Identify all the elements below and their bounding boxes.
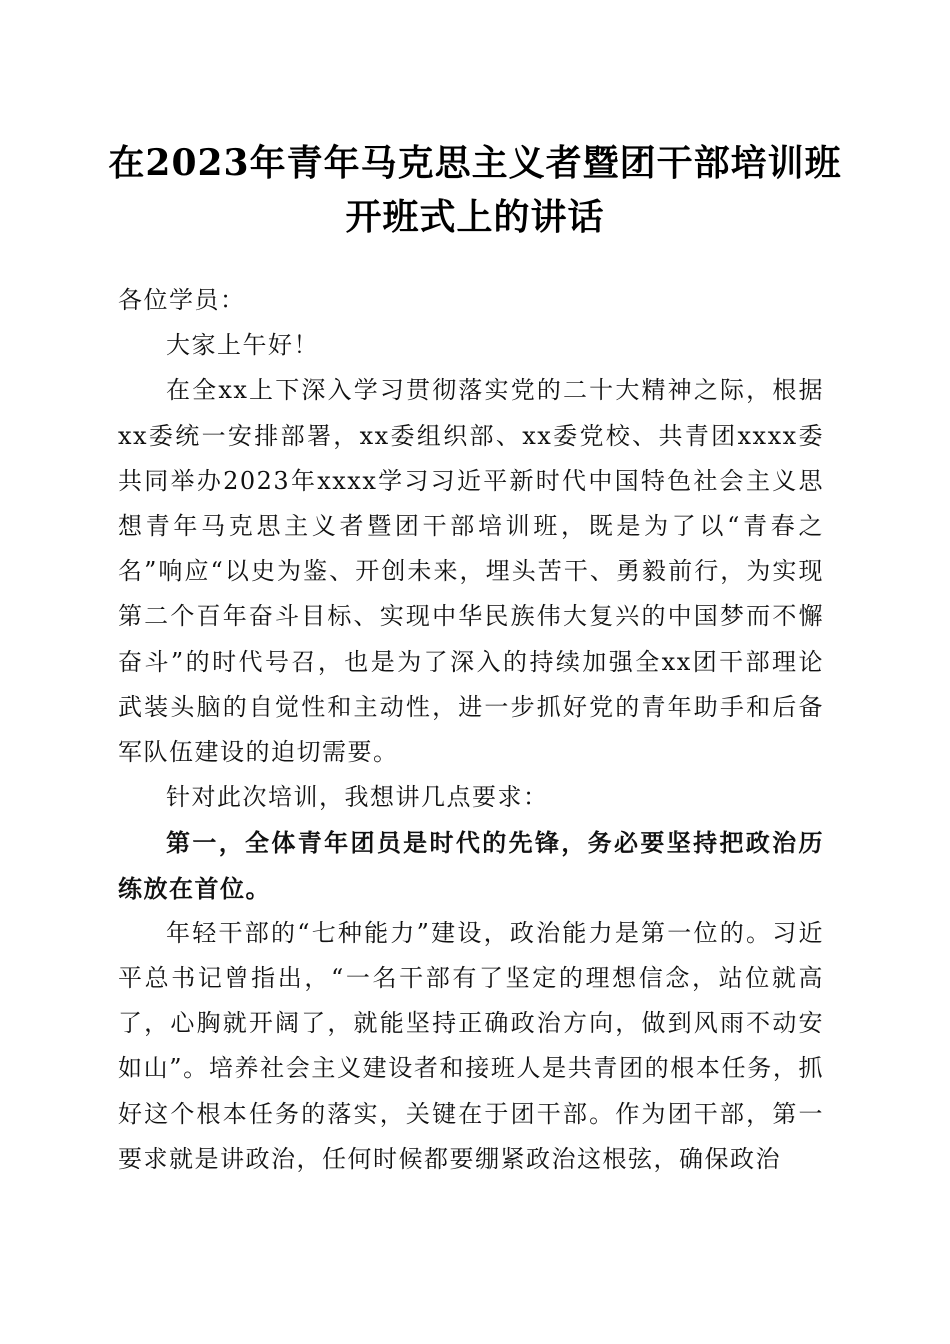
- paragraph-intro: 在全xx上下深入学习贯彻落实党的二十大精神之际，根据xx委统一安排部署，xx委组织部、xx委党校、共青团xxxx委共同举办2023年xxxx学习习近平新时代中国特色社会主义思想青年马克思主义者暨团干部培训班，既是为了以“青春之名”响应“以史为鉴、开创未来，埋头苦干、勇毅前行，为实现第二个百年奋斗目标、实现中华民族伟大复兴的中国梦而不懈奋斗”的时代号召，也是为了深入的持续加强全xx团干部理论武装头脑的自觉性和主动性，进一步抓好党的青年助手和后备军队伍建设的迫切需要。: [118, 376, 824, 767]
- title-line-2: 开班式上的讲话: [345, 196, 605, 238]
- document-body: [118, 278, 824, 1182]
- section-heading-first: 第一，全体青年团员是时代的先锋，务必要坚持把政治历练放在首位。: [118, 828, 824, 903]
- title-line-1: 在2023年青年马克思主义者暨团干部培训班: [108, 142, 842, 184]
- paragraph-requirements-lead: 针对此次培训，我想讲几点要求：: [166, 783, 549, 812]
- document-title: [0, 136, 950, 244]
- paragraph-political-ability: 年轻干部的“七种能力”建设，政治能力是第一位的。习近平总书记曾指出，“一名干部有了坚定的理想信念，站位就高了，心胸就开阔了，就能坚持正确政治方向，做到风雨不动安如山”。培养社会主义建设者和接班人是共青团的根本任务，抓好这个根本任务的落实，关键在于团干部。作为团干部，第一要求就是讲政治，任何时候都要绷紧政治这根弦，确保政治: [118, 918, 824, 1173]
- salutation: 各位学员：: [118, 286, 246, 314]
- greeting: 大家上午好！: [166, 331, 319, 360]
